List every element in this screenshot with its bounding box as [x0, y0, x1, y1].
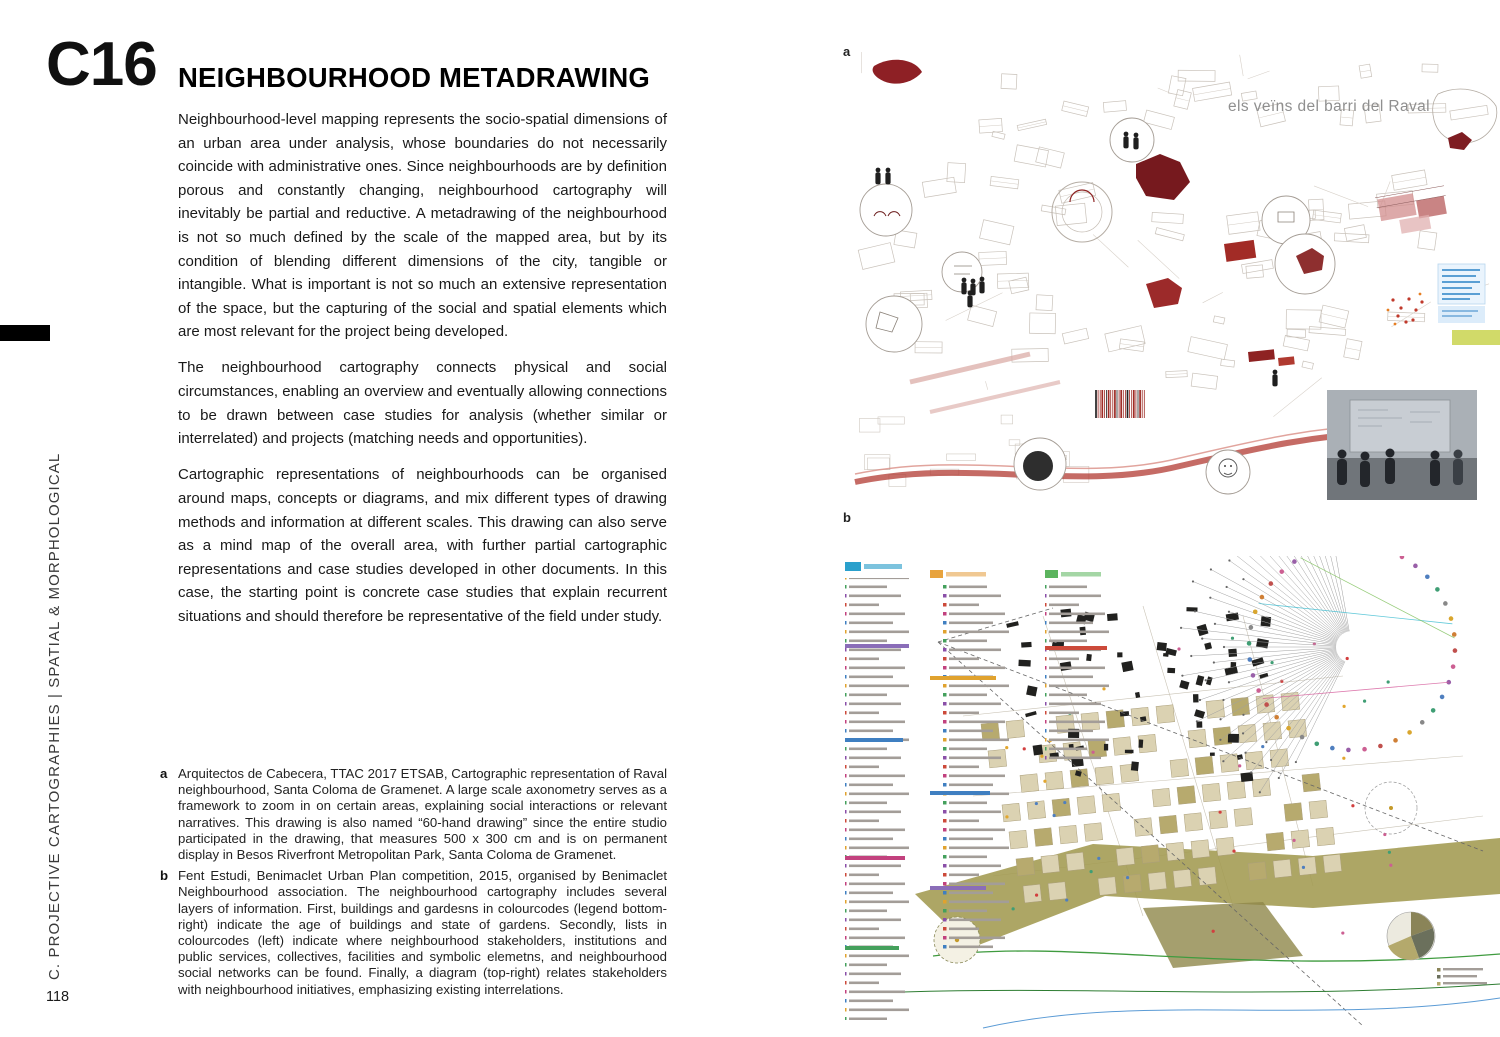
plaza-sketch	[1052, 182, 1112, 242]
caption-a-text: Arquitectos de Cabecera, TTAC 2017 ETSAB, Cartographic representation of Raval neighbourhood, Santa Coloma de Gramenet. A large scale axonometry serves as a framework to zoom in on certain areas, explaining social interactions or relevant narratives. This drawing is also named “60-hand drawing” since the entire studio participated in the drawing, that measures 500 x 300 cm and is on permanent display in Besos Riverfront Metropolitan Park, Santa Coloma de Gramenet.	[178, 766, 667, 863]
chapter-code: C16	[46, 30, 157, 99]
blue-note	[1438, 264, 1485, 323]
sidebar-vertical-label: C. PROJECTIVE CARTOGRAPHIES | SPATIAL & MORPHOLOGICAL	[46, 452, 63, 980]
body-text	[178, 108, 667, 641]
vignette-circles	[860, 118, 1335, 494]
figure-a-annotation: els veïns del barri del Raval	[1228, 98, 1430, 115]
paragraph-2: The neighbourhood cartography connects physical and social circumstances, enabling an overview and eventually allowing connections to be drawn between case studies for analysis (whether similar or interrelated) and projects (matching needs and opportunities).	[178, 359, 667, 448]
figure-a-illustration	[850, 52, 1500, 504]
caption-a-label: a	[160, 766, 168, 781]
figure-captions	[160, 766, 667, 1003]
photo-inset	[1327, 390, 1477, 500]
red-dot-cluster	[1391, 297, 1423, 323]
caption-b	[160, 868, 667, 998]
figure-b	[843, 506, 1500, 1037]
page-title: NEIGHBOURHOOD METADRAWING	[178, 62, 650, 93]
figure-b-label: b	[843, 510, 851, 525]
legend-columns	[845, 562, 1137, 1020]
figure-a	[843, 40, 1500, 504]
legend-pie	[1387, 912, 1487, 986]
caption-a	[160, 766, 667, 863]
people-silhouettes	[875, 132, 1277, 387]
section-marker	[0, 325, 50, 341]
figure-b-illustration	[843, 556, 1500, 1037]
yellow-strip	[1452, 330, 1500, 345]
red-barcode	[1096, 390, 1144, 418]
page-number: 118	[46, 989, 70, 1005]
caption-b-text: Fent Estudi, Benimaclet Urban Plan competition, 2015, organised by Benimaclet Neighbourhood association. The neighbourhood cartography includes several layers of information. First, buildings and gardesns in colourcodes (legend bottom-right) indicate the age of buildings and state of gardens. Secondly, lists in colourcodes (left) indicate where neighbourhood stakeholders, institutions and public services, collectives, facilities and symbolic elemetns, and neighbourhood social networks can be found. Finally, a diagram (top-right) relates stakeholders with neighbourhood initiatives, emphasizing existing interrelations.	[178, 868, 667, 997]
figure-a-label: a	[843, 44, 851, 59]
paragraph-3: Cartographic representations of neighbourhoods can be organised around maps, concepts or diagrams, and mix different types of drawing methods and information at different scales. This drawing can also serve as a mind map of the overall area, with further partial cartographic representations and case studies developed in other documents. In this case, the starting point is concrete case studies that explain recurrent situations and should therefore be representative of the field under study.	[178, 466, 667, 625]
caption-b-label: b	[160, 868, 169, 884]
paragraph-1: Neighbourhood-level mapping represents the socio-spatial dimensions of an urban area under analysis, whose boundaries do not necessarily coincide with administrative ones. Since neighbourhoods are by definition porous and constantly changing, neighbourhood cartography will inevitably be partial and reductive. A metadrawing of the neighbourhood is not so much defined by the scale of the mapped area, but by its condition of blending different dimensions of the city, tangible or intangible. What is important is not so much an extensive representation of the space, but the capturing of the social and spatial elements which are most relevant for the project being developed.	[178, 111, 667, 341]
corner-map-sketch	[1433, 89, 1497, 150]
